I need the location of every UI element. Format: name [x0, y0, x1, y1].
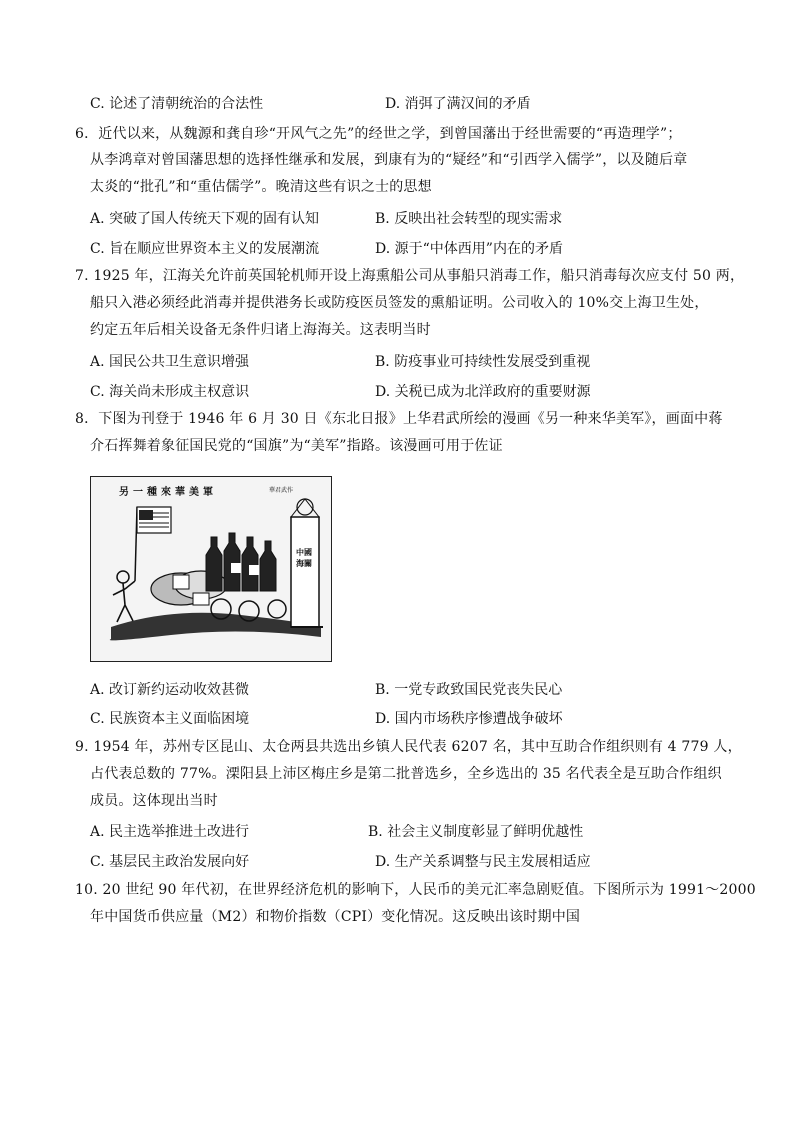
cartoon-signature: 華君武作: [269, 487, 294, 494]
q6-option-b[interactable]: B. 反映出社会转型的现实需求: [375, 211, 563, 227]
q8-option-d[interactable]: D. 国内市场秩序惨遭战争破坏: [375, 711, 563, 727]
q9-option-a[interactable]: A. 民主选举推进土改进行: [90, 824, 250, 840]
q6-stem-line-1: 6．近代以来，从魏源和龚自珍“开风气之先”的经世之学，到曾国藩出于经世需要的“再造理学”；: [75, 126, 682, 142]
q6-option-c[interactable]: C. 旨在顺应世界资本主义的发展潮流: [90, 241, 320, 257]
q7-stem-line-1: 7. 1925 年，江海关允许前英国轮机师开设上海熏船公司从事船只消毒工作，船只消毒每次应支付 50 两，: [75, 268, 745, 284]
q7-option-d[interactable]: D. 关税已成为北洋政府的重要财源: [375, 384, 591, 400]
q10-stem-line-1: 10. 20 世纪 90 年代初，在世界经济危机的影响下，人民币的美元汇率急剧贬值。下图所示为 1991～2000: [75, 882, 756, 898]
cartoon-image: [90, 476, 332, 662]
q7-stem-line-2: 船只入港必须经此消毒并提供港务长或防疫医员签发的熏船证明。公司收入的 10%交上海卫生处，: [90, 295, 709, 311]
q5-option-c[interactable]: C. 论述了清朝统治的合法性: [90, 96, 264, 112]
q5-option-d[interactable]: D. 消弭了满汉间的矛盾: [385, 96, 531, 112]
q7-option-c[interactable]: C. 海关尚未形成主权意识: [90, 384, 250, 400]
q10-stem-line-2: 年中国货币供应量（M2）和物价指数（CPI）变化情况。这反映出该时期中国: [90, 909, 581, 925]
q9-option-b[interactable]: B. 社会主义制度彰显了鲜明优越性: [368, 824, 584, 840]
q8-option-b[interactable]: B. 一党专政致国民党丧失民心: [375, 682, 563, 698]
q9-option-c[interactable]: C. 基层民主政治发展向好: [90, 854, 250, 870]
q7-stem-line-3: 约定五年后相关设备无条件归诸上海海关。这表明当时: [90, 322, 431, 338]
q9-stem-line-1: 9. 1954 年，苏州专区昆山、太仓两县共选出乡镇人民代表 6207 名，其中互助合作组织则有 4 779 人，: [75, 739, 742, 755]
q9-stem-line-2: 占代表总数的 77%。溧阳县上沛区梅庄乡是第二批普选乡，全乡选出的 35 名代表全是互助合作组织: [90, 766, 722, 782]
q8-option-c[interactable]: C. 民族资本主义面临困境: [90, 711, 250, 727]
q7-option-a[interactable]: A. 国民公共卫生意识增强: [90, 354, 250, 370]
q6-stem-line-2: 从李鸿章对曾国藩思想的选择性继承和发展，到康有为的“疑经”和“引西学入儒学”，以及随后章: [90, 152, 688, 168]
q6-stem-line-3: 太炎的“批孔”和“重估儒学”。晚清这些有识之士的思想: [90, 179, 432, 195]
cartoon-drawing: [91, 477, 331, 661]
q6-option-a[interactable]: A. 突破了国人传统天下观的固有认知: [90, 211, 320, 227]
q8-stem-line-1: 8．下图为刊登于 1946 年 6 月 30 日《东北日报》上华君武所绘的漫画《另一种来华美军》，画面中蒋: [75, 411, 723, 427]
q6-option-d[interactable]: D. 源于“中体西用”内在的矛盾: [375, 241, 563, 257]
q9-stem-line-3: 成员。这体现出当时: [90, 793, 218, 809]
q7-option-b[interactable]: B. 防疫事业可持续性发展受到重视: [375, 354, 591, 370]
q8-stem-line-2: 介石挥舞着象征国民党的“国旗”为“美军”指路。该漫画可用于佐证: [90, 438, 503, 454]
q9-option-d[interactable]: D. 生产关系调整与民主发展相适应: [375, 854, 591, 870]
cartoon-gate-label: 中國海關: [296, 547, 312, 568]
q8-option-a[interactable]: A. 改订新约运动收效甚微: [90, 682, 250, 698]
cartoon-title: 另一種來華美軍: [119, 487, 217, 498]
